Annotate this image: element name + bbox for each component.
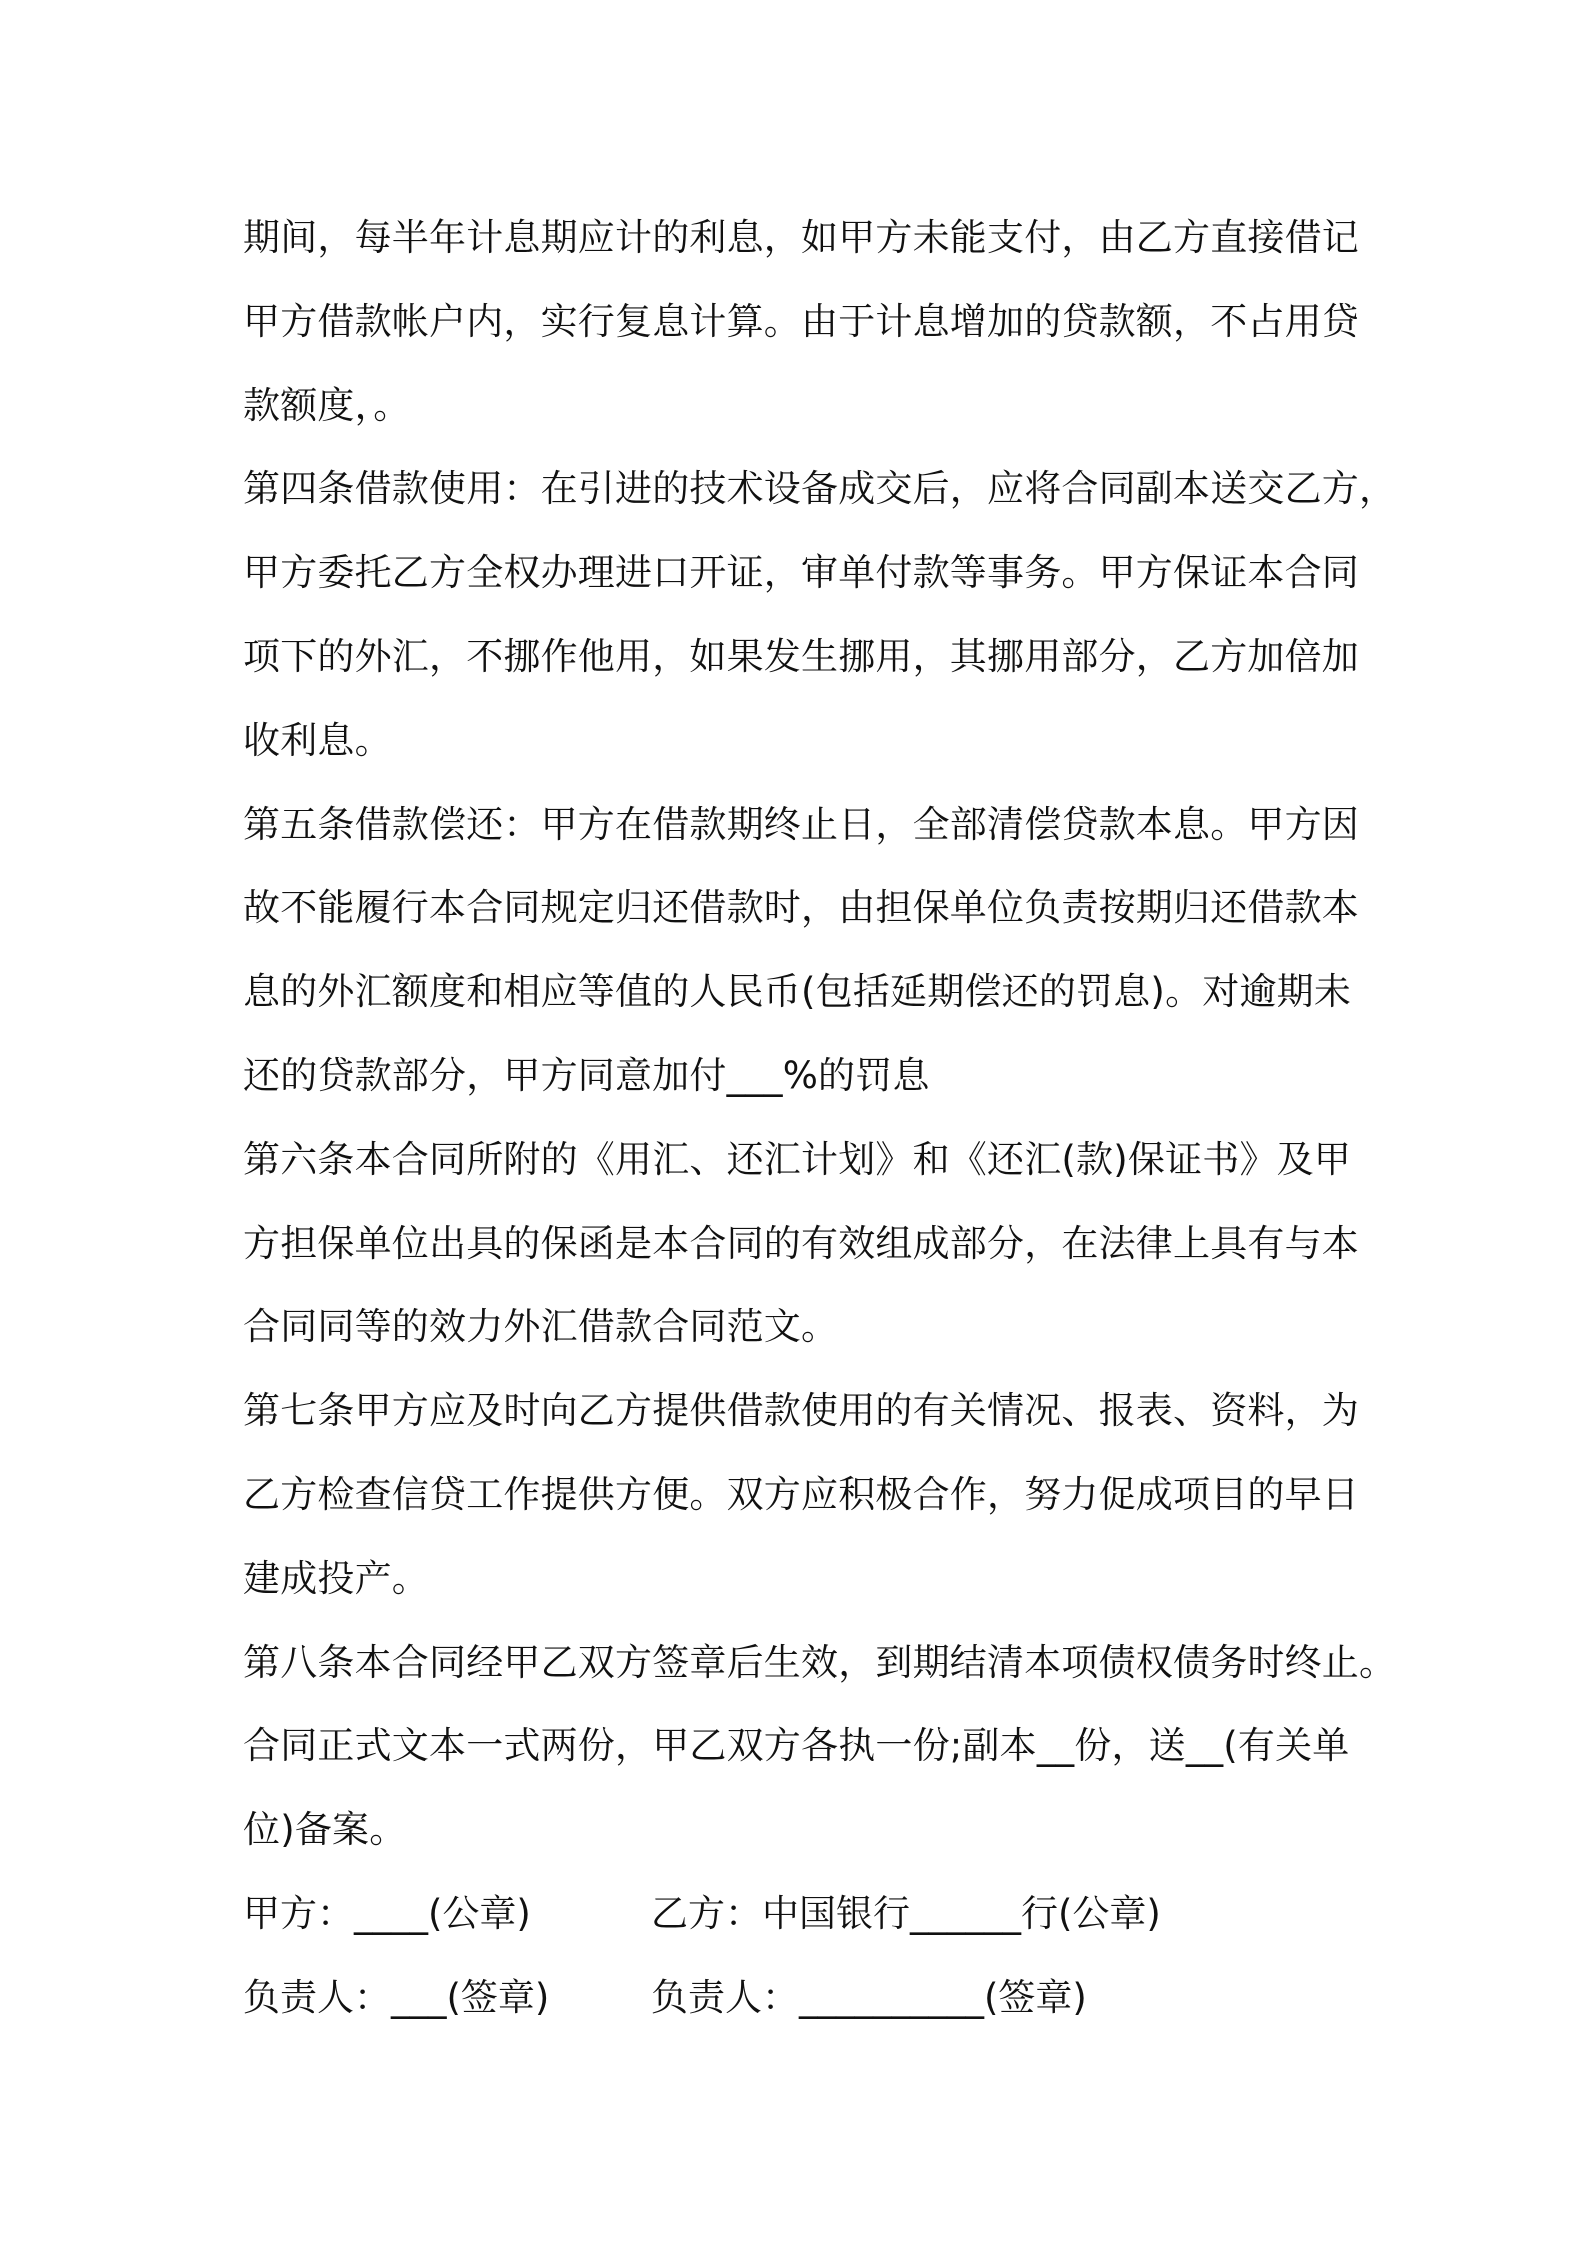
party-b-signature: 乙方：中国银行______行(公章)	[651, 1891, 1161, 1935]
text-line: 建成投产。	[243, 1556, 429, 1600]
article-5-line: 第五条借款偿还：甲方在借款期终止日，全部清偿贷款本息。甲方因	[243, 802, 1359, 846]
document-body	[243, 196, 1397, 2040]
signature-row-parties	[243, 1872, 1363, 1956]
text-line: 款额度，。	[243, 383, 411, 427]
party-b-representative: 负责人：__________(签章)	[651, 1975, 1087, 2019]
text-line: 乙方检查信贷工作提供方便。双方应积极合作，努力促成项目的早日	[243, 1472, 1359, 1516]
party-a-signature: 甲方：____(公章)	[243, 1891, 531, 1935]
article-6-line: 第六条本合同所附的《用汇、还汇计划》和《还汇(款)保证书》及甲	[243, 1137, 1352, 1181]
text-line: 期间，每半年计息期应计的利息，如甲方未能支付，由乙方直接借记	[243, 216, 1359, 259]
article-4-line: 第四条借款使用：在引进的技术设备成交后，应将合同副本送交乙方，	[243, 467, 1397, 511]
text-line: 故不能履行本合同规定归还借款时，由担保单位负责按期归还借款本	[243, 886, 1359, 930]
article-7-line: 第七条甲方应及时向乙方提供借款使用的有关情况、报表、资料，为	[243, 1389, 1359, 1433]
text-line: 甲方委托乙方全权办理进口开证，审单付款等事务。甲方保证本合同	[243, 551, 1359, 595]
text-line: 还的贷款部分，甲方同意加付___%的罚息	[243, 1053, 930, 1097]
text-line: 甲方借款帐户内，实行复息计算。由于计息增加的贷款额，不占用贷	[243, 299, 1359, 343]
text-line: 项下的外汇，不挪作他用，如果发生挪用，其挪用部分，乙方加倍加	[243, 634, 1359, 678]
text-line: 收利息。	[243, 718, 392, 762]
text-line: 位)备案。	[243, 1808, 407, 1852]
text-line: 方担保单位出具的保函是本合同的有效组成部分，在法律上具有与本	[243, 1221, 1359, 1265]
text-line: 合同同等的效力外汇借款合同范文。	[243, 1305, 839, 1349]
party-a-representative: 负责人：___(签章)	[243, 1975, 550, 2019]
text-line: 息的外汇额度和相应等值的人民币(包括延期偿还的罚息)。对逾期未	[243, 970, 1352, 1014]
signature-row-representatives	[243, 1956, 1363, 2040]
text-line: 合同正式文本一式两份，甲乙双方各执一份;副本__份，送__(有关单	[243, 1724, 1350, 1768]
article-8-line: 第八条本合同经甲乙双方签章后生效，到期结清本项债权债务时终止。	[243, 1640, 1397, 1684]
